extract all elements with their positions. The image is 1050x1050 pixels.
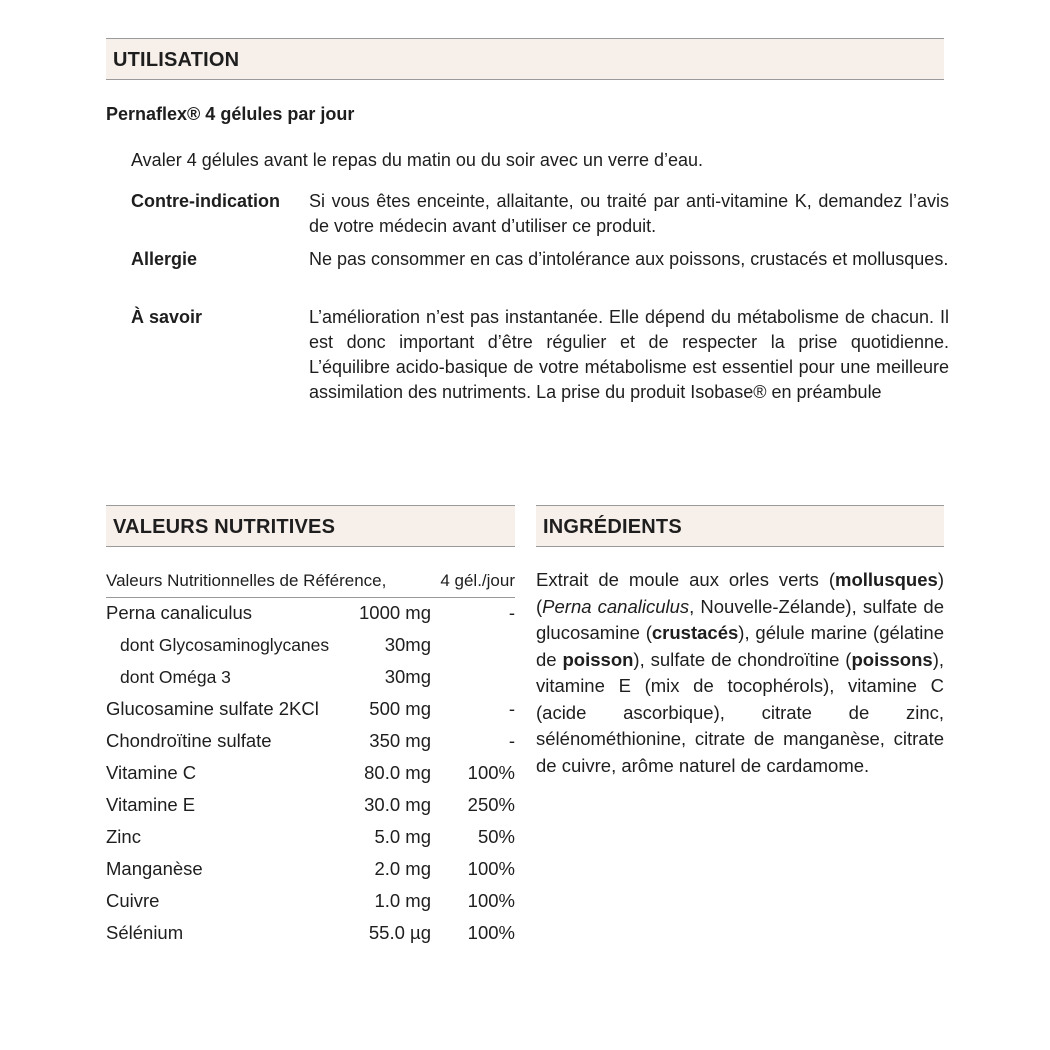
usage-text: Ne pas consommer en cas d’intolérance aux poissons, crustacés et mollusques. [309,249,949,269]
usage-label: À savoir [131,307,203,327]
table-row [106,630,515,660]
nutrient-percent: 100% [467,890,515,911]
nutrient-amount: 2.0 mg [374,858,431,879]
ingredient-text: ), gélule marine (gélatine de [536,622,944,670]
nutrition-table-header [106,568,515,598]
nutrient-name: Glucosamine sulfate 2KCl [106,698,319,719]
nutrient-amount: 55.0 µg [368,922,431,943]
nutrient-amount: 1.0 mg [374,890,431,911]
nutrient-amount: 30.0 mg [364,794,431,815]
allergen-text: poisson [562,648,634,670]
dosage-subtitle: Pernaflex® 4 gélules par jour [106,104,355,124]
utilisation-header: UTILISATION [106,38,944,80]
nutrient-percent: - [508,698,515,719]
ingredient-text: ), vitamine E (mix de tocophérols), vitamine C (acide ascorbique), citrate de zinc, sélénométhionine, citrate de manganèse, citrate de cuivre, arôme naturel de cardamome. [536,648,944,776]
ingredient-text: ), sulfate de chondroïtine ( [633,648,852,670]
table-row [106,790,515,820]
ingredient-text: , Nouvelle-Zélande), sulfate de glucosamine ( [536,595,944,643]
valeurs-nutritives-header: VALEURS NUTRITIVES [106,505,515,547]
usage-label: Allergie [131,249,198,269]
table-row [106,662,515,692]
nutrient-amount: 5.0 mg [374,826,431,847]
dose-label: 4 gél./jour [440,571,515,590]
nutrient-name: Cuivre [106,890,160,911]
allergen-text: poissons [851,648,933,670]
nutrient-name: Zinc [106,826,141,847]
nutrient-amount: 500 mg [369,698,431,719]
table-row [106,854,515,884]
nutrient-percent: 100% [467,858,515,879]
table-row [106,598,515,628]
nutrient-percent: 250% [467,794,515,815]
table-row [106,822,515,852]
nutrient-name: Vitamine C [106,762,197,783]
nutrient-amount: 350 mg [369,730,431,751]
ingredient-text: Extrait de moule aux orles verts ( [536,569,836,590]
usage-text: L’amélioration n’est pas instantanée. Elle dépend du métabolisme de chacun. Il est donc important d’être régulier et de respecter la prise quotidienne. L’équilibre acido-basique de votre métabolisme est essentiel pour une meilleure assimilation des nutriments. La prise du produit Isobase® en préambule [309,307,949,402]
nutrient-name: Sélénium [106,922,184,943]
usage-label: Contre-indication [131,191,280,211]
nutrient-amount: 30mg [384,634,431,655]
table-row [106,886,515,916]
ingredient-text: ) ( [536,569,944,617]
nutrient-name: Perna canaliculus [106,602,253,623]
allergen-text: crustacés [651,622,739,643]
nutrient-name: dont Glycosaminoglycanes [120,635,330,655]
nutrient-percent: 50% [477,826,515,847]
table-row [106,758,515,788]
nutrient-percent: - [508,730,515,751]
nutrient-amount: 30mg [384,666,431,687]
nutrient-percent: 100% [467,762,515,783]
table-row [106,918,515,948]
nutrient-amount: 80.0 mg [364,762,431,783]
ingredient-text: Perna canaliculus [542,595,690,617]
nutrient-name: dont Oméga 3 [120,667,231,687]
ingredients-header: INGRÉDIENTS [536,505,944,547]
nutrient-name: Manganèse [106,858,203,879]
reference-label: Valeurs Nutritionnelles de Référence, [106,571,387,590]
nutrient-percent: 100% [467,922,515,943]
allergen-text: mollusques [835,569,938,590]
nutrient-name: Chondroïtine sulfate [106,730,272,751]
table-row [106,694,515,724]
table-row [106,726,515,756]
dosage-instructions: Avaler 4 gélules avant le repas du matin ou du soir avec un verre d’eau. [131,150,704,170]
nutrient-percent: - [508,602,515,623]
ingredients-text [536,567,944,779]
nutrient-name: Vitamine E [106,794,196,815]
usage-text: Si vous êtes enceinte, allaitante, ou traité par anti-vitamine K, demandez l’avis de votre médecin avant d’utiliser ce produit. [309,191,949,236]
nutrient-amount: 1000 mg [359,602,431,623]
